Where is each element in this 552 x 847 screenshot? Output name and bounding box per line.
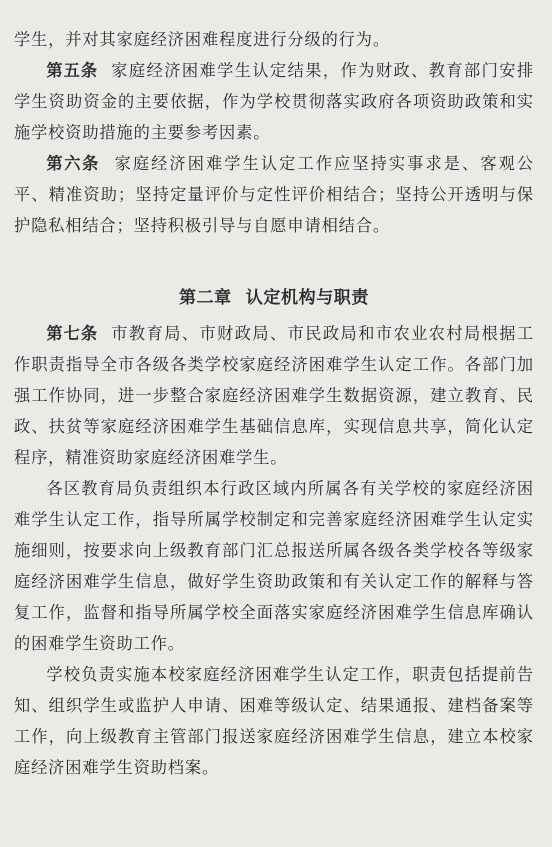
chapter-2-heading bbox=[14, 283, 534, 314]
article-7 bbox=[14, 318, 534, 473]
article-6 bbox=[14, 148, 534, 241]
district-responsibility-paragraph: 各区教育局负责组织本行政区域内所属各有关学校的家庭经济困难学生认定工作，指导所属学校制定和完善家庭经济困难学生认定实施细则，按要求向上级教育部门汇总报送所属各级各类学校各等级家庭经济困难学生信息，做好学生资助政策和有关认定工作的解释与答复工作，监督和指导所属学校全面落实家庭经济困难学生信息库确认的困难学生资助工作。 bbox=[14, 479, 534, 653]
article-5 bbox=[14, 55, 534, 148]
article-7-text: 市教育局、市财政局、市民政局和市农业农村局根据工作职责指导全市各级各类学校家庭经济困难学生认定工作。各部门加强工作协同，进一步整合家庭经济困难学生数据资源，建立教育、民政、扶贫等家庭经济困难学生基础信息库，实现信息共享，简化认定程序，精准资助家庭经济困难学生。 bbox=[14, 324, 534, 467]
chapter-2-number: 第二章 bbox=[178, 288, 232, 308]
chapter-2-title: 认定机构与职责 bbox=[245, 288, 369, 308]
article-5-text: 家庭经济困难学生认定结果，作为财政、教育部门安排学生资助资金的主要依据，作为学校贯彻落实政府各项资助政策和实施学校资助措施的主要参考因素。 bbox=[14, 61, 534, 142]
article-6-number: 第六条 bbox=[46, 154, 101, 173]
article-7-number: 第七条 bbox=[46, 324, 99, 343]
article-5-number: 第五条 bbox=[46, 61, 99, 80]
article-6-text: 家庭经济困难学生认定工作应坚持实事求是、客观公平、精准资助；坚持定量评价与定性评价相结合；坚持公开透明与保护隐私相结合；坚持积极引导与自愿申请相结合。 bbox=[14, 154, 535, 235]
school-responsibility-paragraph: 学校负责实施本校家庭经济困难学生认定工作，职责包括提前告知、组织学生或监护人申请、困难等级认定、结果通报、建档备案等工作，向上级教育主管部门报送家庭经济困难学生信息，建立本校家庭经济困难学生资助档案。 bbox=[14, 665, 534, 777]
continuation-paragraph: 学生，并对其家庭经济困难程度进行分级的行为。 bbox=[14, 30, 390, 49]
